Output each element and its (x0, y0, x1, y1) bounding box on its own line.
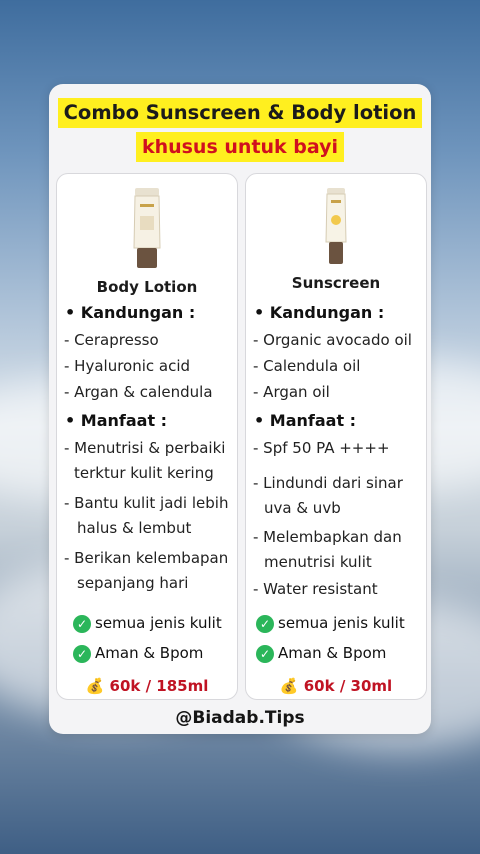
body-lotion-name: Body Lotion (96, 278, 198, 296)
check-circle-icon: ✓ (73, 615, 91, 633)
right-benefits-heading: • Manfaat : (254, 411, 357, 430)
body-lotion-column (56, 173, 238, 700)
body-lotion-tube-image (132, 186, 162, 270)
sunscreen-column (245, 173, 427, 700)
left-ingredients-heading: • Kandungan : (65, 303, 196, 322)
left-ingredient-1: - Cerapresso (64, 331, 159, 349)
footer-handle: @Biadab.Tips (175, 708, 305, 728)
page-title: Combo Sunscreen & Body lotion (58, 98, 423, 128)
left-check-skin (73, 614, 222, 636)
left-price (57, 677, 237, 695)
check-label: semua jenis kulit (278, 614, 405, 632)
right-ingredient-2: - Calendula oil (253, 357, 361, 375)
check-label: Aman & Bpom (278, 644, 387, 662)
money-bag-icon: 💰 (279, 677, 299, 695)
title-block (49, 98, 431, 162)
check-circle-icon: ✓ (73, 645, 91, 663)
right-benefit-1: - Spf 50 PA ++++ (253, 439, 390, 457)
check-circle-icon: ✓ (256, 645, 274, 663)
left-ingredient-2: - Hyaluronic acid (64, 357, 191, 375)
price-label: 60k / 185ml (109, 677, 209, 695)
money-bag-icon: 💰 (85, 677, 105, 695)
right-ingredient-1: - Organic avocado oil (253, 331, 412, 349)
check-circle-icon: ✓ (256, 615, 274, 633)
left-benefit-2: - Bantu kulit jadi lebih (64, 494, 229, 512)
right-price (246, 677, 426, 695)
left-ingredient-3: - Argan & calendula (64, 383, 213, 401)
check-label: semua jenis kulit (95, 614, 222, 632)
left-benefit-3-cont: sepanjang hari (77, 574, 189, 592)
page-subtitle: khusus untuk bayi (136, 132, 344, 162)
left-check-bpom (73, 644, 203, 666)
right-benefit-3: - Melembapkan dan (253, 528, 402, 546)
right-benefit-3-cont: menutrisi kulit (264, 553, 372, 571)
sunscreen-tube-image (324, 186, 348, 266)
right-ingredients-heading: • Kandungan : (254, 303, 385, 322)
right-benefit-2-cont: uva & uvb (264, 499, 341, 517)
left-benefit-1: - Menutrisi & perbaiki (64, 439, 226, 457)
right-ingredient-3: - Argan oil (253, 383, 330, 401)
left-benefit-3: - Berikan kelembapan (64, 549, 229, 567)
price-label: 60k / 30ml (303, 677, 393, 695)
sunscreen-name: Sunscreen (291, 274, 381, 292)
right-benefit-4: - Water resistant (253, 580, 378, 598)
right-check-skin (256, 614, 405, 636)
left-benefit-1-cont: terktur kulit kering (74, 464, 214, 482)
right-check-bpom (256, 644, 386, 666)
info-card (49, 84, 431, 734)
right-benefit-2: - Lindundi dari sinar (253, 474, 403, 492)
left-benefits-heading: • Manfaat : (65, 411, 168, 430)
check-label: Aman & Bpom (95, 644, 204, 662)
left-benefit-2-cont: halus & lembut (77, 519, 192, 537)
